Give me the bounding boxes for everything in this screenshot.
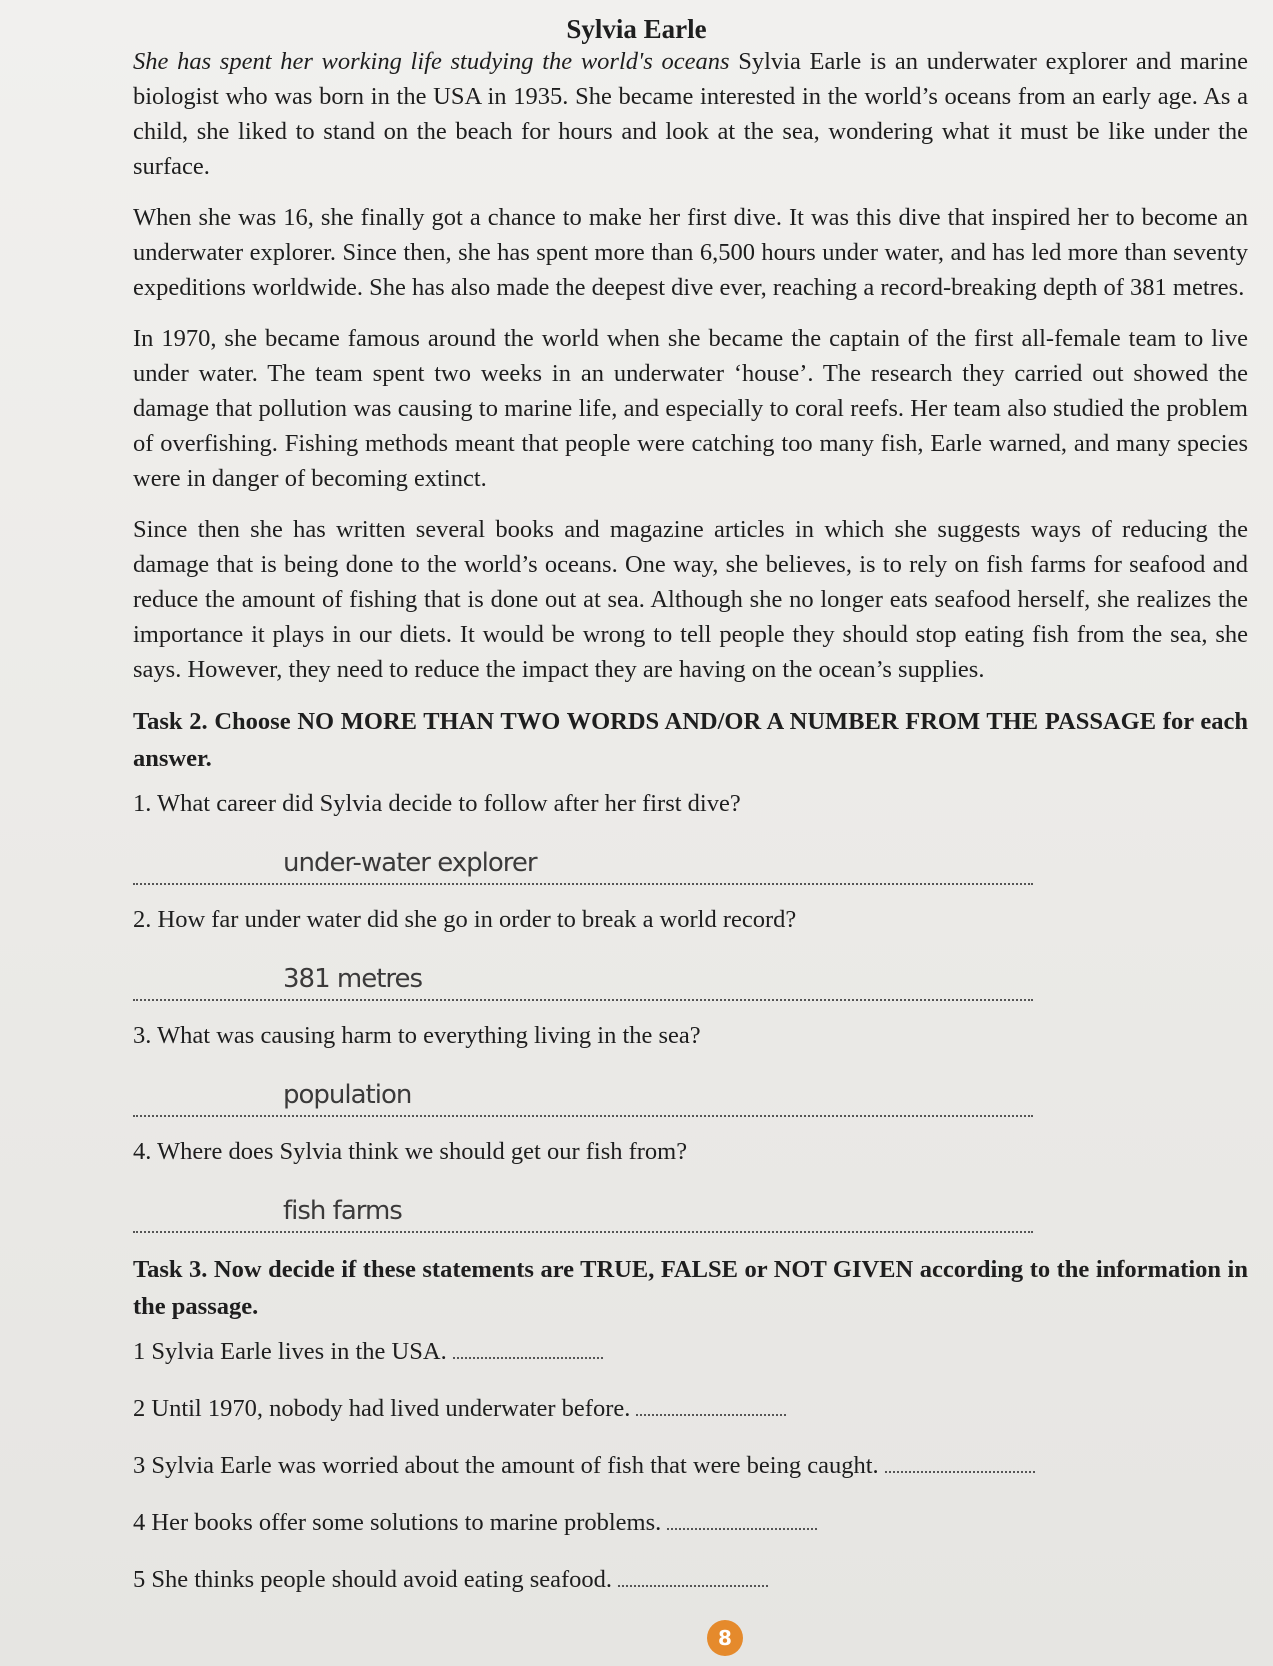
task2-questions	[133, 787, 1248, 1233]
question-1: 1. What career did Sylvia decide to follow after her first dive?	[133, 790, 741, 817]
statement-4	[133, 1506, 1248, 1540]
page-number-badge: 8	[707, 1620, 743, 1656]
statement-3-text: 3 Sylvia Earle was worried about the amount of fish that were being caught.	[133, 1452, 879, 1479]
passage-paragraph-1-text: Sylvia Earle is an underwater explorer and marine biologist who was born in the USA in 1935. She became interested in the world’s oceans from an early age. As a child, she liked to stand on the beach for hours and look at the sea, wondering what it must be like under the surface.	[133, 48, 1249, 180]
statement-1	[133, 1335, 1248, 1369]
statement-2-blank[interactable]	[636, 1394, 786, 1416]
statement-1-text: 1 Sylvia Earle lives in the USA.	[133, 1338, 447, 1365]
answer-line-1[interactable]	[133, 837, 1033, 885]
statement-2	[133, 1392, 1248, 1426]
page-title: Sylvia Earle	[566, 14, 707, 44]
question-2: 2. How far under water did she go in order to break a world record?	[133, 906, 797, 933]
statement-5	[133, 1563, 1248, 1597]
answer-line-2[interactable]	[133, 953, 1033, 1001]
handwritten-answer-2: 381 metres	[283, 964, 423, 994]
statement-3-blank[interactable]	[885, 1451, 1035, 1473]
passage-paragraph-3: In 1970, she became famous around the world when she became the captain of the first all-female team to live under water. The team spent two weeks in an underwater ‘house’. The research they carried out showed the damage that pollution was causing to marine life, and especially to coral reefs. Her team also studied the problem of overfishing. Fishing methods meant that people were catching too many fish, Earle warned, and many species were in danger of becoming extinct.	[133, 325, 1248, 492]
statement-3	[133, 1449, 1248, 1483]
reading-passage	[133, 44, 1248, 1620]
statement-5-blank[interactable]	[618, 1565, 768, 1587]
statement-2-text: 2 Until 1970, nobody had lived underwater before.	[133, 1395, 631, 1422]
statement-1-blank[interactable]	[453, 1337, 603, 1359]
handwritten-answer-1: under-water explorer	[283, 848, 537, 878]
handwritten-answer-4: fish farms	[283, 1196, 402, 1226]
passage-lead-italic: She has spent her working life studying the world's oceans	[133, 48, 730, 75]
statement-5-text: 5 She thinks people should avoid eating seafood.	[133, 1566, 613, 1593]
question-3: 3. What was causing harm to everything living in the sea?	[133, 1022, 701, 1049]
passage-paragraph-2: When she was 16, she finally got a chance to make her first dive. It was this dive that inspired her to become an underwater explorer. Since then, she has spent more than 6,500 hours under water, and has led more than seventy expeditions worldwide. She has also made the deepest dive ever, reaching a record-breaking depth of 381 metres.	[133, 204, 1248, 301]
answer-line-3[interactable]	[133, 1069, 1033, 1117]
passage-paragraph-4: Since then she has written several books and magazine articles in which she suggests ways of reducing the damage that is being done to the world’s oceans. One way, she believes, is to rely on fish farms for seafood and reduce the amount of fishing that is done out at sea. Although she no longer eats seafood herself, she realizes the importance it plays in our diets. It would be wrong to tell people they should stop eating fish from the sea, she says. However, they need to reduce the impact they are having on the ocean’s supplies.	[133, 516, 1248, 683]
task2-heading: Task 2. Choose NO MORE THAN TWO WORDS AND/OR A NUMBER FROM THE PASSAGE for each answer.	[133, 708, 1248, 772]
task3-heading: Task 3. Now decide if these statements are TRUE, FALSE or NOT GIVEN according to the information in the passage.	[133, 1256, 1248, 1320]
question-4: 4. Where does Sylvia think we should get our fish from?	[133, 1138, 688, 1165]
handwritten-answer-3: population	[283, 1080, 412, 1110]
statement-4-text: 4 Her books offer some solutions to marine problems.	[133, 1509, 662, 1536]
task3-statements	[133, 1335, 1248, 1597]
answer-line-4[interactable]	[133, 1185, 1033, 1233]
statement-4-blank[interactable]	[667, 1508, 817, 1530]
passage-paragraph-1	[133, 44, 1248, 184]
